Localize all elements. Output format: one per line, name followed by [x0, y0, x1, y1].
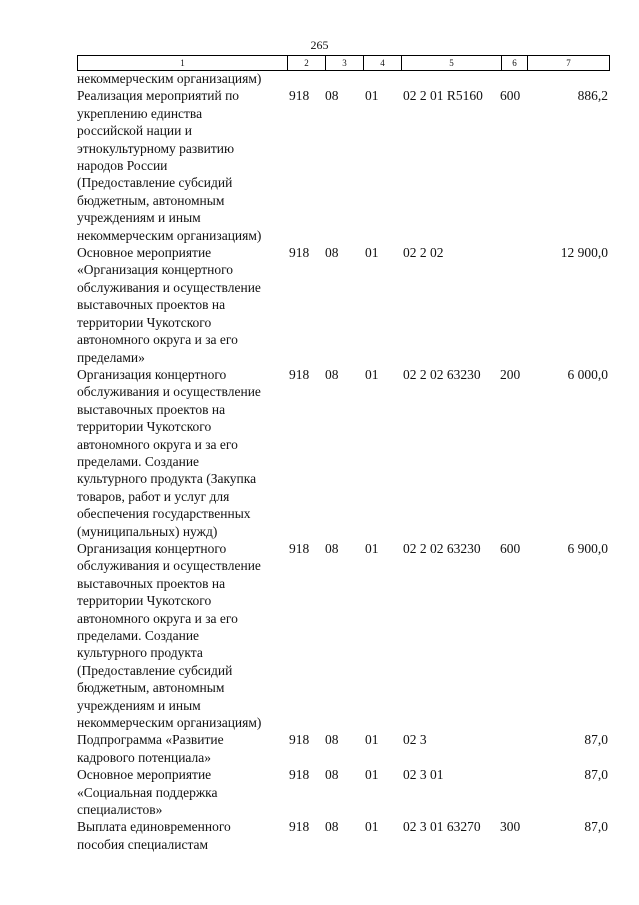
description-line: «Социальная поддержка — [77, 784, 218, 800]
table-row — [77, 731, 609, 766]
row-section-code: 08 — [325, 819, 339, 835]
description-line: выставочных проектов на — [77, 297, 226, 313]
column-header-4: 4 — [364, 56, 402, 71]
description-line: бюджетным, автономным — [77, 680, 225, 696]
description-line: некоммерческим организациям) — [77, 227, 262, 243]
row-section-code: 08 — [325, 732, 339, 748]
table-row — [77, 70, 609, 87]
row-amount: 6 000,0 — [567, 366, 608, 382]
description-line: Реализация мероприятий по — [77, 88, 240, 104]
description-line: пределами» — [77, 349, 145, 365]
description-line: товаров, работ и услуг для — [77, 488, 230, 504]
row-section-code: 08 — [325, 366, 339, 382]
row-target-article: 02 3 01 63270 — [403, 819, 481, 835]
description-line: бюджетным, автономным — [77, 192, 225, 208]
description-line: культурного продукта — [77, 645, 203, 661]
column-header-table — [77, 55, 610, 71]
description-line: Организация концертного — [77, 366, 227, 382]
description-line: обслуживания и осуществление — [77, 558, 261, 574]
row-expense-type: 600 — [500, 88, 521, 104]
description-line: Основное мероприятие — [77, 767, 212, 783]
column-header-row — [78, 56, 610, 71]
description-line: (Предоставление субсидий — [77, 662, 233, 678]
table-row — [77, 540, 609, 731]
row-section-code: 08 — [325, 540, 339, 556]
row-section-code: 08 — [325, 767, 339, 783]
row-target-article: 02 3 — [403, 732, 427, 748]
row-subsection-code: 01 — [365, 366, 379, 382]
description-line: «Организация концертного — [77, 262, 234, 278]
description-line: Подпрограмма «Развитие — [77, 732, 224, 748]
description-line: учреждениям и иным — [77, 697, 201, 713]
table-row — [77, 244, 609, 366]
row-description — [77, 731, 287, 766]
page-number: 265 — [310, 38, 329, 52]
row-subsection-code: 01 — [365, 767, 379, 783]
description-line: территории Чукотского — [77, 419, 212, 435]
row-subsection-code: 01 — [365, 540, 379, 556]
column-header-7: 7 — [528, 56, 610, 71]
table-row — [77, 766, 609, 818]
description-line: Организация концертного — [77, 540, 227, 556]
budget-table-body — [77, 70, 609, 853]
column-header-3: 3 — [326, 56, 364, 71]
description-line: пределами. Создание — [77, 453, 200, 469]
row-ministry-code: 918 — [289, 88, 310, 104]
row-description — [77, 70, 287, 87]
row-amount: 87,0 — [584, 819, 608, 835]
description-line: выставочных проектов на — [77, 575, 226, 591]
row-target-article: 02 2 02 — [403, 245, 444, 261]
table-row — [77, 366, 609, 540]
row-ministry-code: 918 — [289, 366, 310, 382]
description-line: российской нации и — [77, 123, 192, 139]
column-header-6: 6 — [502, 56, 528, 71]
description-line: обеспечения государственных — [77, 506, 251, 522]
description-line: некоммерческим организациям) — [77, 715, 262, 731]
row-ministry-code: 918 — [289, 540, 310, 556]
description-line: Выплата единовременного — [77, 819, 231, 835]
description-line: этнокультурному развитию — [77, 140, 235, 156]
row-section-code: 08 — [325, 88, 339, 104]
row-target-article: 02 3 01 — [403, 767, 444, 783]
description-line: пределами. Создание — [77, 628, 200, 643]
description-line: специалистов» — [77, 802, 163, 818]
row-ministry-code: 918 — [289, 245, 310, 261]
description-line: обслуживания и осуществление — [77, 279, 261, 295]
row-description — [77, 540, 287, 731]
row-ministry-code: 918 — [289, 732, 310, 748]
description-line: пособия специалистам — [77, 836, 209, 852]
row-target-article: 02 2 02 63230 — [403, 366, 481, 382]
row-amount: 12 900,0 — [560, 245, 608, 261]
description-line: территории Чукотского — [77, 314, 212, 330]
description-line: автономного округа и за его — [77, 436, 238, 452]
description-line: культурного продукта (Закупка — [77, 471, 257, 487]
description-line: народов России — [77, 158, 168, 174]
description-line: некоммерческим организациям) — [77, 71, 262, 86]
row-description — [77, 244, 287, 366]
row-description — [77, 366, 287, 540]
column-header-5: 5 — [402, 56, 502, 71]
description-line: Основное мероприятие — [77, 245, 212, 261]
description-line: автономного округа и за его — [77, 332, 238, 348]
description-line: автономного округа и за его — [77, 610, 238, 626]
description-line: (Предоставление субсидий — [77, 175, 233, 191]
row-amount: 87,0 — [584, 767, 608, 783]
description-line: выставочных проектов на — [77, 401, 226, 417]
row-subsection-code: 01 — [365, 732, 379, 748]
row-amount: 886,2 — [577, 88, 608, 104]
row-expense-type: 600 — [500, 540, 521, 556]
description-line: обслуживания и осуществление — [77, 384, 261, 400]
row-section-code: 08 — [325, 245, 339, 261]
row-amount: 87,0 — [584, 732, 608, 748]
column-header-1: 1 — [78, 56, 288, 71]
row-amount: 6 900,0 — [567, 540, 608, 556]
description-line: кадрового потенциала» — [77, 749, 212, 765]
row-description — [77, 766, 287, 818]
row-subsection-code: 01 — [365, 245, 379, 261]
row-target-article: 02 2 02 63230 — [403, 540, 481, 556]
column-header-2: 2 — [288, 56, 326, 71]
row-subsection-code: 01 — [365, 819, 379, 835]
row-target-article: 02 2 01 R5160 — [403, 88, 483, 104]
row-description — [77, 87, 287, 244]
row-expense-type: 200 — [500, 366, 521, 382]
table-row — [77, 87, 609, 244]
description-line: территории Чукотского — [77, 593, 212, 609]
description-line: (муниципальных) нужд) — [77, 523, 218, 539]
row-description — [77, 818, 287, 853]
row-subsection-code: 01 — [365, 88, 379, 104]
description-line: учреждениям и иным — [77, 210, 201, 226]
row-expense-type: 300 — [500, 819, 521, 835]
table-row — [77, 818, 609, 853]
row-ministry-code: 918 — [289, 767, 310, 783]
description-line: укреплению единства — [77, 105, 203, 121]
row-ministry-code: 918 — [289, 819, 310, 835]
